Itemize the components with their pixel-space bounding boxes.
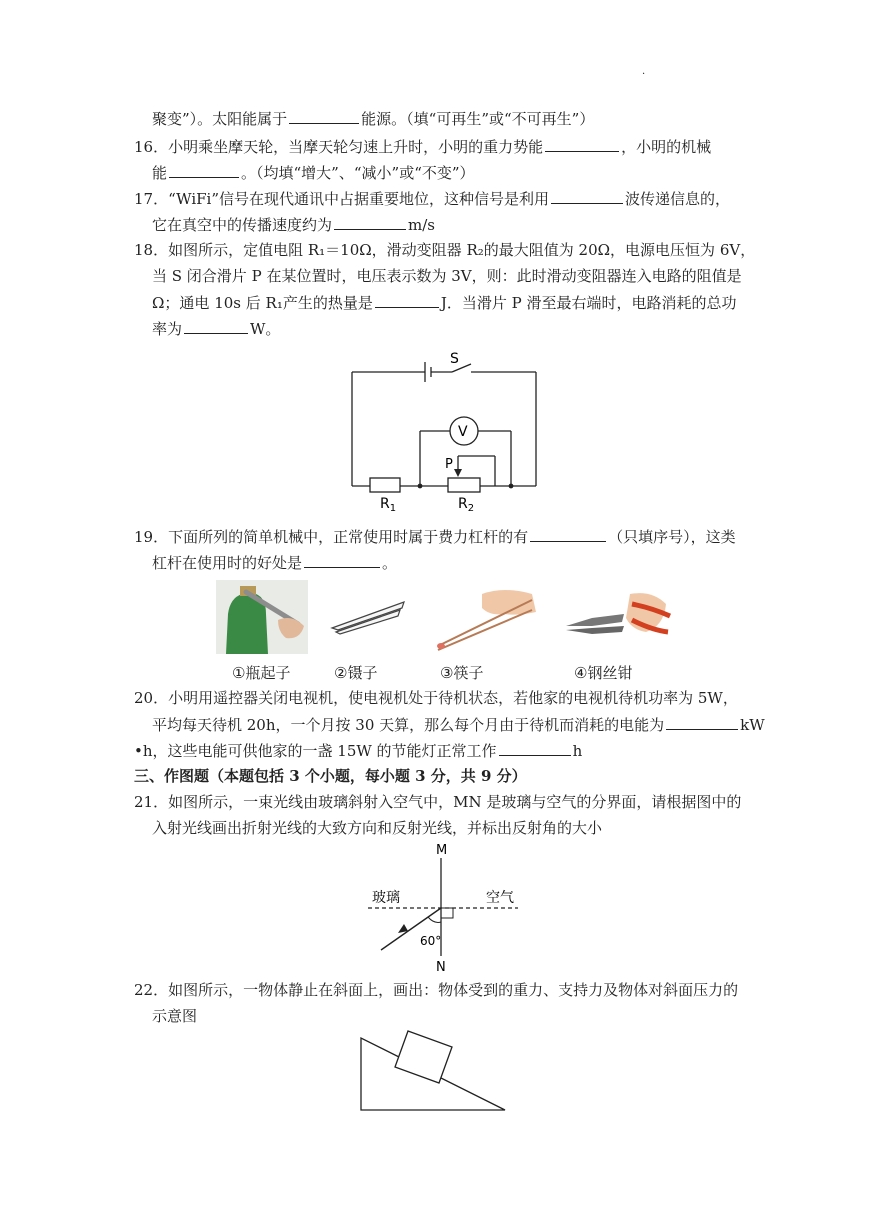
section-heading: 三、作图题（本题包括 3 个小题，每小题 3 分，共 9 分）	[134, 767, 527, 785]
caption-wire-cutter: ④钢丝钳	[574, 664, 633, 682]
label-n: N	[436, 960, 446, 975]
r1-label: $R_1$	[380, 496, 397, 514]
question-17-line-2: 它在真空中的传播速度约为 m/s	[152, 216, 435, 234]
question-20-line-1: 20．小明用遥控器关闭电视机，使电视机处于待机状态，若他家的电视机待机功率为 5W，	[134, 689, 738, 707]
question-16-line-2: 能 。（均填“增大”、“减小”或“不变”）	[152, 164, 475, 182]
resistor-r1	[370, 478, 400, 492]
question-17-line-1: 17．“WiFi”信号在现代通讯中占据重要地位，这种信号是利用 波传递信息的，	[134, 190, 731, 208]
caption-chopsticks: ③筷子	[440, 664, 484, 682]
label-air: 空气	[486, 890, 514, 906]
slider-label: P	[445, 457, 453, 472]
optics-diagram	[362, 840, 524, 976]
answer-blank[interactable]	[551, 188, 623, 204]
wire-cutter-picture	[562, 586, 672, 652]
caption-tweezers: ②镊子	[334, 664, 378, 682]
resistor-r2	[448, 478, 480, 492]
slider-arrow	[454, 469, 462, 477]
block	[395, 1031, 452, 1083]
question-20-line-3: •h，这些电能可供他家的一盏 15W 的节能灯正常工作 h	[134, 742, 583, 760]
answer-blank[interactable]	[169, 162, 239, 178]
q15-line: 聚变”）。太阳能属于 能源。（填“可再生”或“不可再生”）	[152, 110, 595, 128]
label-glass: 玻璃	[372, 890, 400, 906]
voltmeter-label: V	[458, 424, 468, 440]
question-20-line-2: 平均每天待机 20h，一个月按 30 天算，那么每个月由于待机而消耗的电能为 kW	[152, 716, 765, 734]
question-22-line-2: 示意图	[152, 1007, 198, 1025]
answer-blank[interactable]	[530, 526, 606, 542]
question-19-line-2: 杠杆在使用时的好处是 。	[152, 554, 398, 572]
bottle-opener-picture	[216, 580, 308, 654]
answer-blank[interactable]	[289, 108, 359, 124]
caption-bottle-opener: ①瓶起子	[232, 664, 291, 682]
chopsticks-picture	[432, 584, 540, 656]
answer-blank[interactable]	[375, 292, 439, 308]
label-m: M	[436, 843, 448, 858]
page-mark: .	[642, 66, 646, 77]
r2-label: $R_2$	[458, 496, 475, 514]
circuit-diagram	[340, 345, 550, 515]
incline-diagram	[356, 1028, 512, 1116]
question-22-line-1: 22．如图所示，一物体静止在斜面上，画出：物体受到的重力、支持力及物体对斜面压力的	[134, 981, 739, 999]
tweezers-picture	[328, 598, 408, 638]
answer-blank[interactable]	[304, 552, 380, 568]
answer-blank[interactable]	[184, 318, 248, 334]
question-18-line-2: 当 S 闭合滑片 P 在某位置时，电压表示数为 3V，则：此时滑动变阻器连入电路的阻值是	[152, 267, 742, 285]
question-19-line-1: 19．下面所列的简单机械中，正常使用时属于费力杠杆的有 （只填序号），这类	[134, 528, 736, 546]
answer-blank[interactable]	[666, 714, 738, 730]
question-18-line-1: 18．如图所示，定值电阻 R₁＝10Ω，滑动变阻器 R₂的最大阻值为 20Ω，电源电压恒为 6V，	[134, 241, 756, 259]
question-21-line-2: 入射光线画出折射光线的大致方向和反射光线，并标出反射角的大小	[152, 819, 603, 837]
question-18-line-3: Ω；通电 10s 后 R₁产生的热量是 J．当滑片 P 滑至最右端时，电路消耗的总功	[152, 294, 737, 312]
answer-blank[interactable]	[499, 740, 571, 756]
question-21-line-1: 21．如图所示，一束光线由玻璃斜射入空气中，MN 是玻璃与空气的分界面，请根据图中的	[134, 793, 742, 811]
angle-label: 60°	[420, 934, 442, 948]
question-18-line-4: 率为 W。	[152, 320, 281, 338]
switch-label: S	[450, 351, 459, 367]
question-16-line-1: 16．小明乘坐摩天轮，当摩天轮匀速上升时，小明的重力势能 ，小明的机械	[134, 138, 712, 156]
answer-blank[interactable]	[334, 214, 406, 230]
answer-blank[interactable]	[545, 136, 619, 152]
